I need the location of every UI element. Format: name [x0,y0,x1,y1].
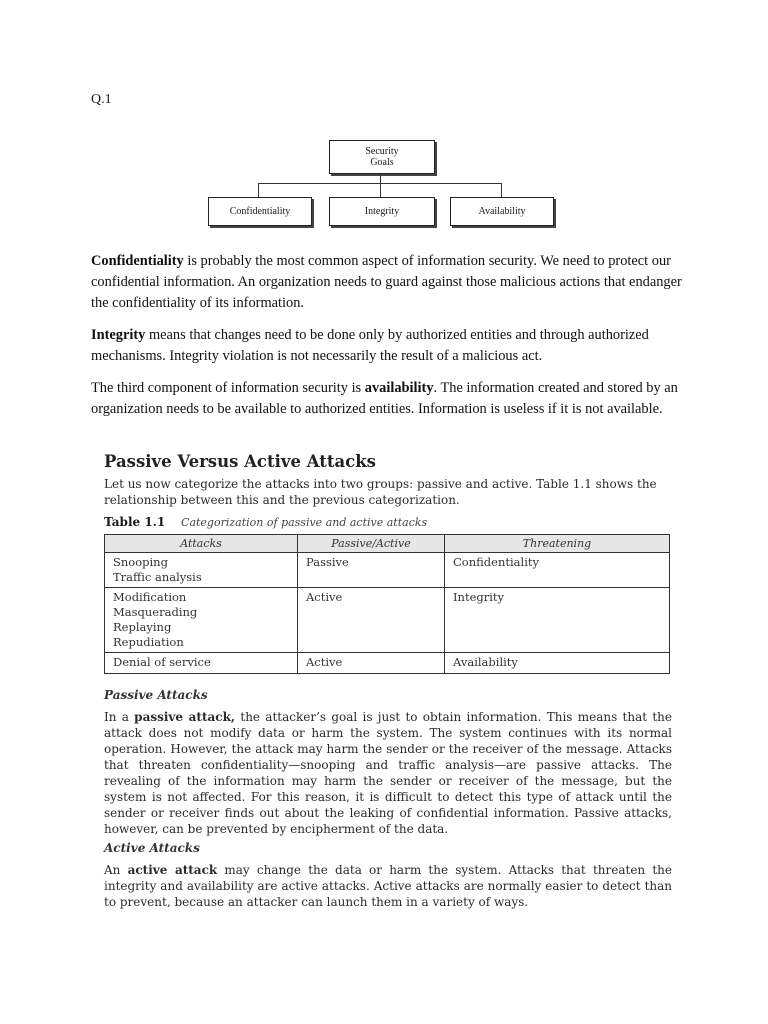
table-caption [104,515,427,529]
table-row [105,653,670,674]
diagram-child-label: Availability [478,206,526,217]
attack-name: Denial of service [113,655,211,669]
table-cell-threat: Integrity [445,588,670,653]
active-attacks-paragraph [104,862,672,910]
table-caption-text: Categorization of passive and active attacks [181,516,428,529]
attack-name: Snooping [113,555,168,569]
integrity-term: Integrity [91,327,146,343]
section-intro: Let us now categorize the attacks into two groups: passive and active. Table 1.1 shows the relationship between this and the previous categorization. [104,477,657,507]
table-cell-attacks [105,653,298,674]
table-header-passive-active: Passive/Active [298,535,445,553]
table-cell-type: Passive [298,553,445,588]
availability-paragraph [91,378,683,420]
attack-name: Masquerading [113,605,198,619]
active-attacks-heading: Active Attacks [104,841,200,855]
table-cell-type: Active [298,653,445,674]
availability-term: availability [364,380,434,396]
passive-lead: In a [104,710,135,724]
passive-text: the attacker’s goal is just to obtain information. This means that the attack does not modify data or harm the system. The system continues with its normal operation. However, the attack may harm the sender or the receiver of the message. Attacks that threaten confidentiality—snooping and traffic analysis—are passive attacks. The revealing of the information may harm the sender or receiver of the message, but the system is not affected. For this reason, it is difficult to detect this type of attack until the sender or receiver finds out about the leaking of confidential information. Passive attacks, however, can be prevented by encipherment of the data. [104,710,672,836]
table-cell-attacks [105,588,298,653]
security-goals-diagram [0,0,768,240]
table-header-threatening: Threatening [445,535,670,553]
table-cell-attacks [105,553,298,588]
passive-attacks-paragraph [104,709,672,837]
availability-text: . The information created and stored by an organization needs to be available to authorized entities. Information is useless if it is not available. [91,380,678,417]
question-label: Q.1 [91,92,112,107]
attacks-table [104,534,670,674]
table-header-row [105,535,670,553]
section-title: Passive Versus Active Attacks [104,452,376,471]
diagram-child-availability [450,197,554,226]
attack-name: Modification [113,590,187,604]
diagram-connector [380,183,381,197]
diagram-child-label: Integrity [364,206,400,217]
table-row [105,588,670,653]
confidentiality-text: is probably the most common aspect of information security. We need to protect our confidential information. An organization needs to guard against those malicious actions that endanger the confidentiality of its information. [91,253,682,311]
integrity-paragraph [91,325,683,367]
diagram-child-integrity [329,197,435,226]
attack-name: Traffic analysis [113,570,202,584]
diagram-child-confidentiality [208,197,312,226]
attack-name: Replaying [113,620,172,634]
passive-term: passive attack, [134,710,236,724]
diagram-connector [501,183,502,197]
diagram-connector [258,183,259,197]
passive-attacks-heading: Passive Attacks [104,688,208,702]
table-cell-threat: Availability [445,653,670,674]
active-lead: An [104,863,128,877]
availability-lead: The third component of information security is [91,380,365,396]
table-cell-type: Active [298,588,445,653]
confidentiality-term: Confidentiality [91,253,184,269]
table-row [105,553,670,588]
attack-name: Repudiation [113,635,184,649]
diagram-root-line1: Security [365,146,399,157]
table-cell-threat: Confidentiality [445,553,670,588]
confidentiality-paragraph [91,251,683,314]
active-term: active attack [127,863,218,877]
table-number: Table 1.1 [104,515,166,529]
diagram-root-box [329,140,435,174]
active-text: may change the data or harm the system. Attacks that threaten the integrity and availability are active attacks. Active attacks are normally easier to detect than to prevent, because an attacker can launch them in a variety of ways. [104,863,672,909]
diagram-connector [380,174,381,183]
integrity-text: means that changes need to be done only by authorized entities and through authorized mechanisms. Integrity violation is not necessarily the result of a malicious act. [91,327,649,364]
diagram-root-line2: Goals [370,157,394,168]
table-header-attacks: Attacks [105,535,298,553]
diagram-child-label: Confidentiality [229,206,291,217]
